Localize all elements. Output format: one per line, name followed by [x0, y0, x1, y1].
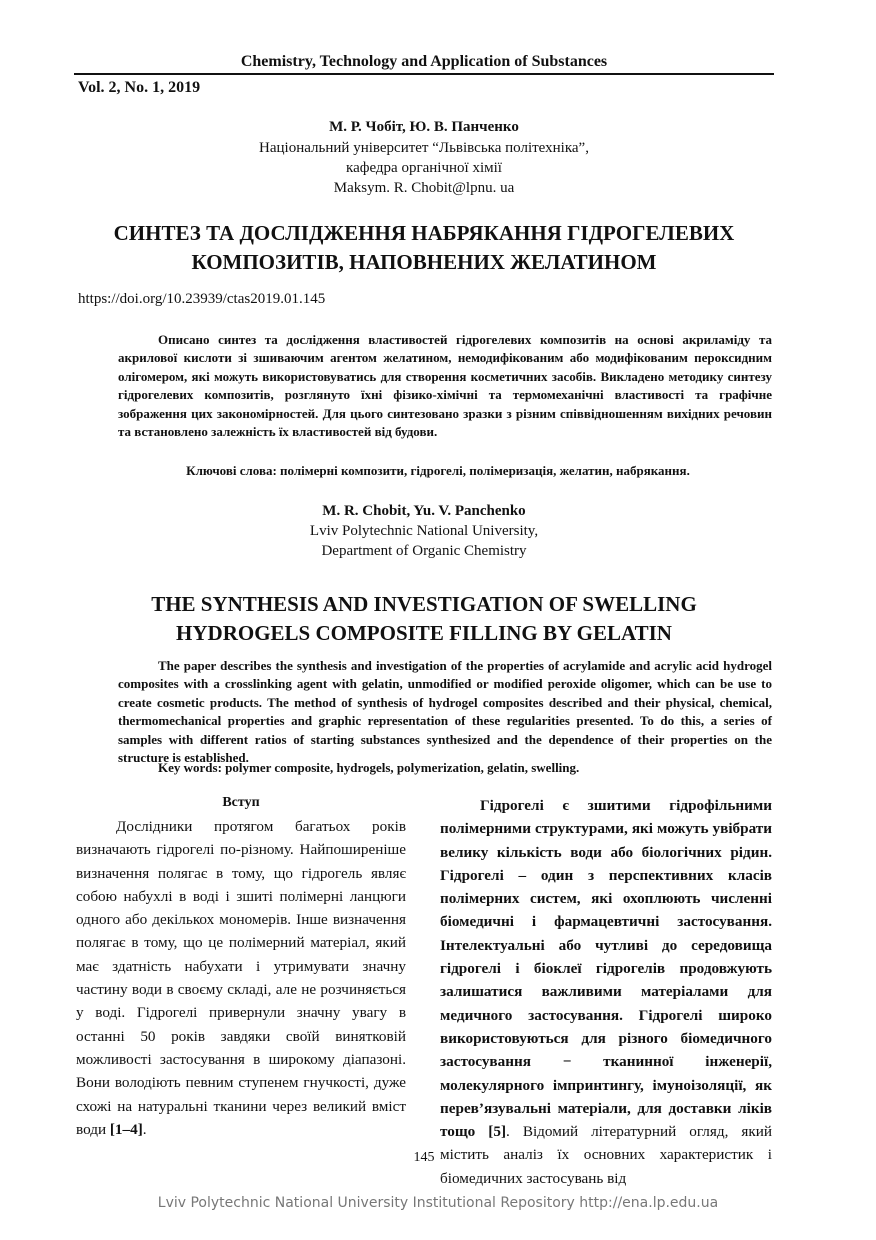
affiliation-uk-2: кафедра органічної хімії [346, 160, 502, 176]
authors-uk: М. Р. Чобіт, Ю. В. Панченко [329, 119, 519, 135]
abstract-uk-text: Описано синтез та дослідження властивостей гідрогелевих композитів на основі акриламіду та акрилової кислоти зі зшиваючим агентом желатином, немодифікованим або модифікованим пероксидним олігомером, які можуть використовуватись для створення косметичних засобів. Викладено методику синтезу гідрогелевих композитів, розглянуто їхні фізико-хімічні та термомеханічні властивості та графічне зображення цих закономірностей. Для цього синтезовано зразки з різним співвідношенням вихідних речовин та встановлено залежність їх властивостей від будови. [118, 332, 772, 440]
repository-footer[interactable]: Lviv Polytechnic National University Institutional Repository http://ena.lp.edu.ua [157, 1195, 719, 1211]
intro-bold-text: Гідрогелі є зшитими гідрофільними полімерними структурами, які можуть увібрати велику кількість води або біологічних рідин. Гідрогелі – один з перспективних класів полімерних систем, які охоплюють численні біомедичні і фармацевтичні застосування. Інтелектуальні або чутливі до середовища гідрогелі і біоклеї гідрогелів продовжують залишатися важливими матеріалами для медичного застосування. Гідрогелі широко використовуються для різного біомедичного застосування − тканинної інженерії, молекулярного імпринтингу, імуноізоляції, як перев’язувальні матеріали, для доставки ліків тощо [440, 797, 772, 1141]
affiliation-en-1: Lviv Polytechnic National University, [309, 523, 539, 539]
title-en-line2: HYDROGELS COMPOSITE FILLING BY GELATIN [176, 621, 672, 645]
title-en [0, 590, 848, 648]
keywords-en: Key words: polymer composite, hydrogels, polymerization, gelatin, swelling. [158, 760, 580, 775]
abstract-uk [118, 331, 772, 441]
abstract-en-text: The paper describes the synthesis and investigation of the properties of acrylamide and acrylic acid hydrogel composites with a crosslinking agent with gelatin, unmodified or modified peroxide oligomer, which can be use to create cosmetic products. The method of synthesis of hydrogel composites described and their physical, chemical, thermomechanical properties and graphic representation of these regularities presented. To do this, a series of samples with different ratios of starting substances synthesized and the dependence of their properties on the structure is established. [118, 658, 772, 766]
intro-text: Дослідники протягом багатьох років визначають гідрогелі по-різному. Найпоширеніше визначення полягає в тому, що гідрогель являє собою набухлі в воді і зшиті полімерні ланцюги одного або декількох мономерів. Інше визначення полягає в тому, що це полімерний матеріал, який має здатність набухати і утримувати значну частину води в своєму складі, але не розчиняється у воді. Гідрогелі привернули значну увагу в останні 50 років завдяки своїй винятковій можливості застосування в широкому діапазоні. Вони володіють певним ступенем гнучкості, дуже схожі на натуральні тканини через великий вміст води [76, 818, 406, 1138]
citation-ref[interactable]: [1–4] [109, 1120, 143, 1138]
citation-ref[interactable]: [5] [488, 1123, 507, 1141]
header-rule [74, 73, 774, 75]
intro-text-continued: . Відомий літературний огляд, який містить аналіз їх основних характеристик і біомедичних застосувань від [440, 1123, 772, 1187]
intro-text-end: . [142, 1120, 147, 1138]
title-uk [0, 219, 848, 277]
journal-title: Chemistry, Technology and Application of Substances [240, 53, 608, 70]
title-uk-line1: СИНТЕЗ ТА ДОСЛІДЖЕННЯ НАБРЯКАННЯ ГІДРОГЕЛЕВИХ [113, 221, 735, 245]
page-number: 145 [413, 1150, 435, 1165]
authors-en: M. R. Chobit, Yu. V. Panchenko [322, 503, 526, 519]
title-uk-line2: КОМПОЗИТІВ, НАПОВНЕНИХ ЖЕЛАТИНОМ [191, 250, 657, 274]
doi-link[interactable]: https://doi.org/10.23939/ctas2019.01.145 [78, 291, 326, 307]
affiliation-uk-1: Національний університет “Львівська політехніка”, [259, 140, 589, 156]
keywords-uk: Ключові слова: полімерні композити, гідрогелі, полімеризація, желатин, набрякання. [186, 463, 690, 478]
title-en-line1: THE SYNTHESIS AND INVESTIGATION OF SWELLING [151, 592, 697, 616]
affiliation-en-2: Department of Organic Chemistry [321, 543, 527, 559]
body-left-column [76, 815, 406, 1141]
author-email[interactable]: Maksym. R. Chobit@lpnu. ua [333, 180, 515, 196]
section-title-intro: Вступ [222, 795, 260, 810]
volume-info: Vol. 2, No. 1, 2019 [78, 79, 201, 96]
intro-paragraph-1 [76, 815, 406, 1141]
abstract-en [118, 657, 772, 767]
intro-paragraph-2 [440, 794, 772, 1190]
body-right-column [440, 794, 772, 1190]
